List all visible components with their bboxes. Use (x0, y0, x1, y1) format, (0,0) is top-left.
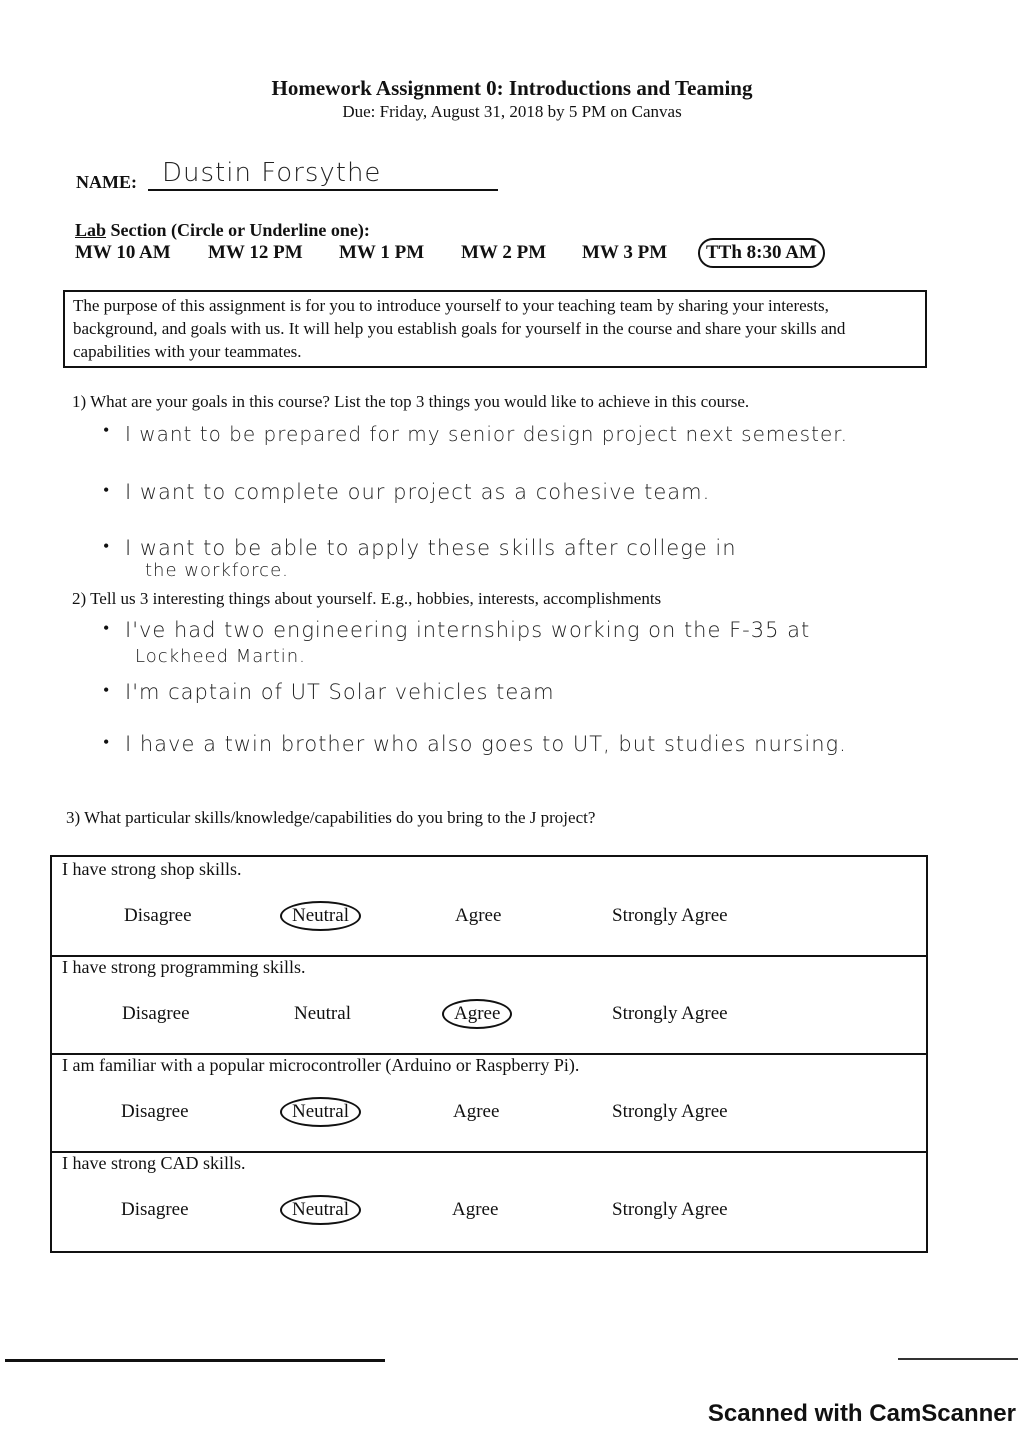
option-disagree[interactable]: Disagree (124, 905, 192, 926)
question-3: 3) What particular skills/knowledge/capabilities do you bring to the J project? (66, 808, 596, 827)
bullet-icon: • (103, 680, 110, 700)
option-strongly-agree[interactable]: Strongly Agree (612, 1101, 728, 1122)
option-agree[interactable]: Agree (455, 905, 502, 926)
name-field[interactable]: Dustin Forsythe (162, 158, 382, 188)
option-neutral-selected[interactable]: Neutral (280, 901, 361, 931)
rating-row-cad (52, 1151, 926, 1249)
question-2: 2) Tell us 3 interesting things about yourself. E.g., hobbies, interests, accomplishments (72, 589, 662, 608)
lab-option-tth-830am-selected[interactable]: TTh 8:30 AM (698, 238, 825, 268)
rating-row-shop (52, 857, 926, 957)
answer-2-1[interactable]: I've had two engineering internships working on the F-35 at (125, 618, 811, 642)
name-label: NAME: (76, 172, 137, 192)
option-strongly-agree[interactable]: Strongly Agree (612, 1003, 728, 1024)
rating-statement: I have strong programming skills. (62, 957, 306, 977)
lab-option-mw-3pm[interactable]: MW 3 PM (582, 242, 668, 263)
bullet-icon: • (103, 618, 110, 638)
option-neutral-selected[interactable]: Neutral (280, 1195, 361, 1225)
bullet-icon: • (103, 732, 110, 752)
rating-statement: I am familiar with a popular microcontroller (Arduino or Raspberry Pi). (62, 1055, 580, 1075)
page-title: Homework Assignment 0: Introductions and Teaming (271, 76, 753, 100)
answer-1-3[interactable]: I want to be able to apply these skills after college in (125, 536, 737, 560)
name-underline (148, 189, 498, 191)
due-date: Due: Friday, August 31, 2018 by 5 PM on Canvas (342, 102, 682, 121)
answer-1-3-cont[interactable]: the workforce. (145, 560, 289, 581)
bullet-icon: • (103, 480, 110, 500)
option-disagree[interactable]: Disagree (122, 1003, 190, 1024)
option-agree[interactable]: Agree (452, 1199, 499, 1220)
answer-2-2[interactable]: I'm captain of UT Solar vehicles team (125, 680, 555, 704)
lab-word: Lab (75, 220, 107, 240)
option-agree[interactable]: Agree (453, 1101, 500, 1122)
option-disagree[interactable]: Disagree (121, 1101, 189, 1122)
answer-1-2[interactable]: I want to complete our project as a cohesive team. (125, 480, 711, 504)
lab-option-mw-12pm[interactable]: MW 12 PM (208, 242, 303, 263)
bullet-icon: • (103, 536, 110, 556)
rating-row-microcontroller (52, 1053, 926, 1153)
question-1: 1) What are your goals in this course? List the top 3 things you would like to achieve in this course. (72, 392, 750, 411)
option-neutral-selected[interactable]: Neutral (280, 1097, 361, 1127)
option-strongly-agree[interactable]: Strongly Agree (612, 1199, 728, 1220)
lab-section-label (75, 220, 370, 241)
rating-statement: I have strong shop skills. (62, 859, 242, 879)
footer-rule-right (898, 1358, 1018, 1360)
lab-option-mw-2pm[interactable]: MW 2 PM (461, 242, 547, 263)
scanner-watermark: Scanned with CamScanner (707, 1400, 1016, 1427)
answer-2-3[interactable]: I have a twin brother who also goes to UT, but studies nursing. (125, 732, 847, 756)
option-agree-selected[interactable]: Agree (442, 999, 512, 1029)
skills-rating-table (50, 855, 928, 1253)
answer-1-1[interactable]: I want to be prepared for my senior design project next semester. (125, 422, 848, 446)
option-neutral[interactable]: Neutral (294, 1003, 351, 1024)
bullet-icon: • (103, 420, 110, 440)
rating-row-programming (52, 955, 926, 1055)
lab-option-mw-1pm[interactable]: MW 1 PM (339, 242, 425, 263)
option-strongly-agree[interactable]: Strongly Agree (612, 905, 728, 926)
footer-rule (5, 1359, 385, 1362)
answer-2-1-cont[interactable]: Lockheed Martin. (135, 646, 306, 667)
rating-statement: I have strong CAD skills. (62, 1153, 246, 1173)
lab-section-label-rest: Section (Circle or Underline one): (106, 220, 370, 240)
purpose-box: The purpose of this assignment is for you to introduce yourself to your teaching team by sharing your interests, background, and goals with us. It will help you establish goals for yourself in the course and share your skills and capabilities with your teammates. (63, 290, 927, 368)
lab-option-mw-10am[interactable]: MW 10 AM (75, 242, 171, 263)
option-disagree[interactable]: Disagree (121, 1199, 189, 1220)
